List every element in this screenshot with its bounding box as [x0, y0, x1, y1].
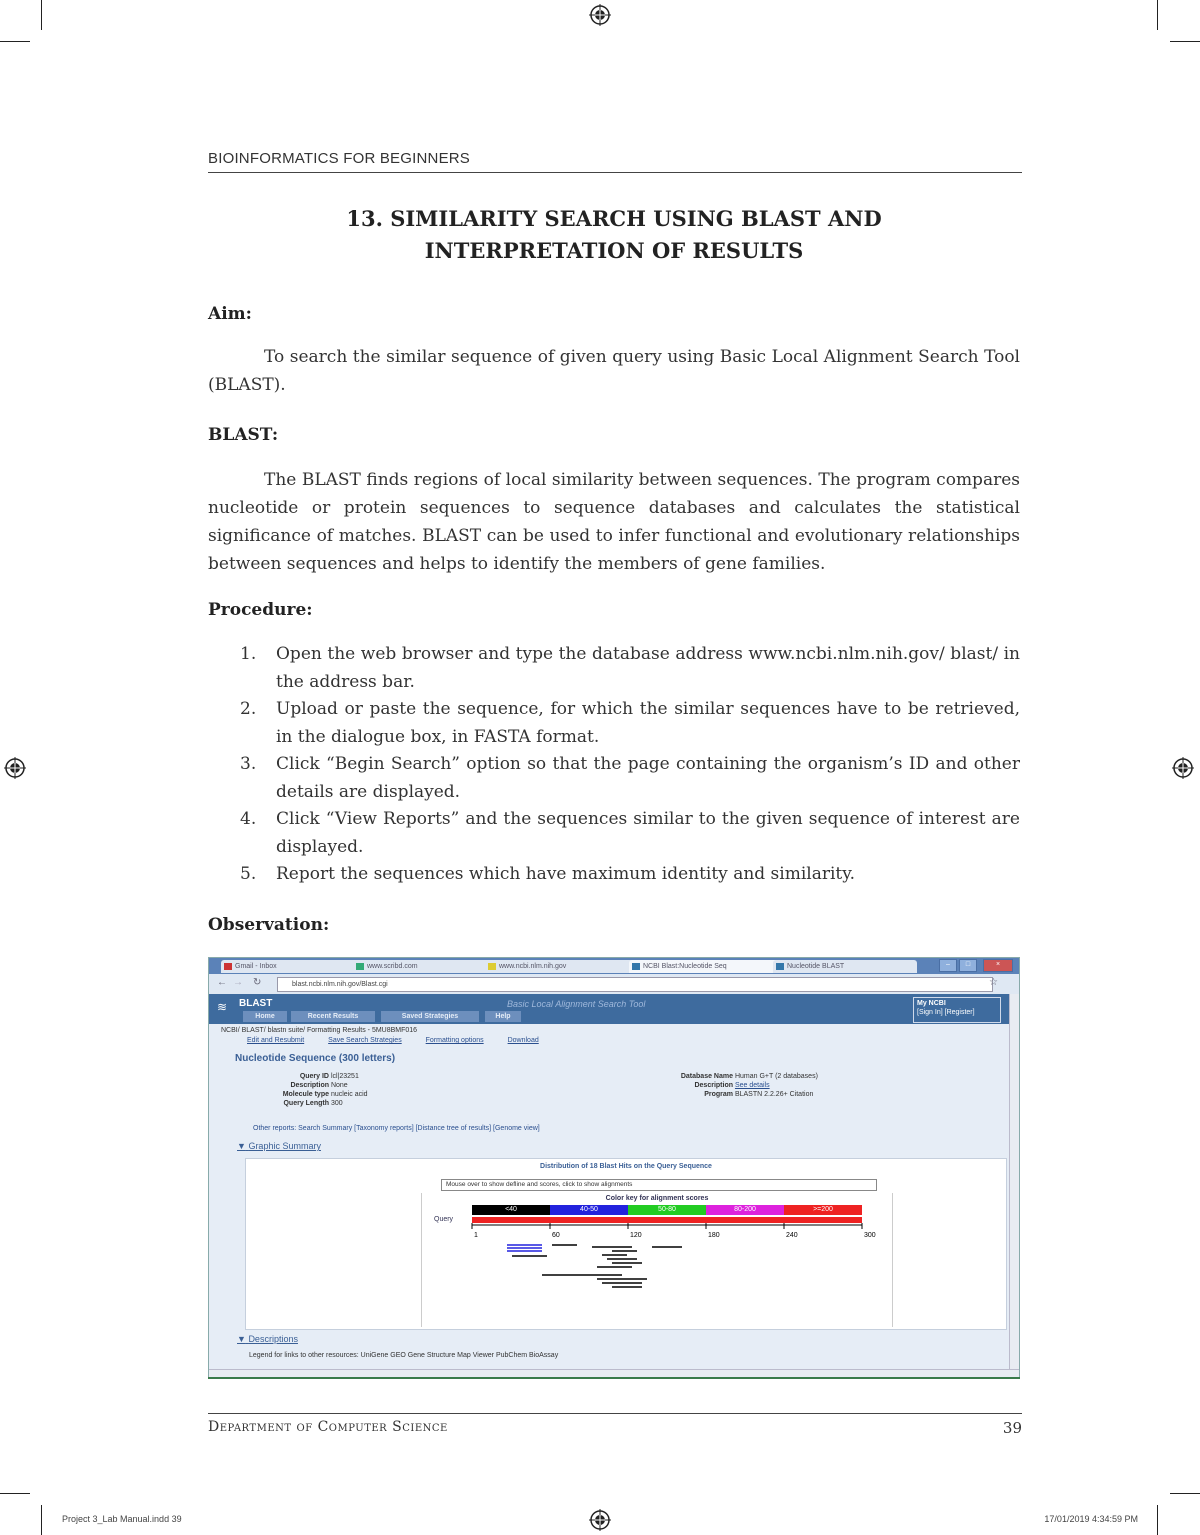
color-key-80-200: 80-200: [706, 1205, 784, 1215]
breadcrumb: NCBI/ BLAST/ blastn suite/ Formatting Results - 5MU8BMF016: [221, 1027, 418, 1034]
color-key-lt40: <40: [472, 1205, 550, 1215]
query-fields: [249, 1072, 368, 1108]
field-value: lcl|23251: [330, 1073, 359, 1080]
my-ncbi-label[interactable]: My NCBI: [917, 1000, 946, 1007]
see-details-link[interactable]: See details: [734, 1082, 770, 1089]
title-line-2: INTERPRETATION OF RESULTS: [424, 238, 804, 263]
footer-department: Department of Computer Science: [208, 1419, 448, 1435]
nav-home[interactable]: Home: [243, 1011, 287, 1022]
step-text: Report the sequences which have maximum identity and similarity.: [276, 864, 855, 884]
graphic-summary-label: Graphic Summary: [248, 1141, 321, 1151]
vertical-scrollbar[interactable]: [1009, 994, 1019, 1370]
axis-tick-label: 300: [864, 1232, 876, 1239]
color-key-40-50: 40-50: [550, 1205, 628, 1215]
download-link[interactable]: Download: [507, 1037, 539, 1044]
color-key-title: Color key for alignment scores: [605, 1195, 709, 1202]
browser-tab-bar: [209, 958, 1019, 974]
running-head: BIOINFORMATICS FOR BEGINNERS: [208, 150, 471, 167]
database-fields: [649, 1072, 818, 1099]
aim-paragraph: [208, 343, 1020, 399]
crop-mark: [0, 1493, 30, 1494]
hits-plot: [462, 1223, 882, 1327]
procedure-step: [240, 861, 1020, 889]
nav-help[interactable]: Help: [485, 1011, 521, 1022]
step-number: 4.: [240, 809, 257, 829]
descriptions-toggle[interactable]: [237, 1334, 298, 1344]
step-number: 1.: [240, 644, 257, 664]
procedure-step: [240, 751, 1020, 806]
crop-mark: [41, 0, 42, 30]
figure-underline: [208, 1377, 1020, 1379]
blast-header: [209, 994, 1019, 1024]
aim-text: To search the similar sequence of given query using Basic Local Alignment Search Tool (BLAST).: [208, 347, 1020, 395]
registration-mark-icon: [589, 1509, 611, 1531]
blast-text: The BLAST finds regions of local similarity between sequences. The program compares nucleotide or protein sequences to sequence databases and calculates the statistical significance of matches. BLAST can be used to infer functional and evolutionary relationships between sequences and helps to identify the members of gene families.: [208, 470, 1020, 574]
step-text: Click “View Reports” and the sequences similar to the given sequence of interest are displayed.: [276, 809, 1020, 857]
browser-tab[interactable]: [221, 960, 363, 973]
field-label: Program: [704, 1091, 733, 1098]
back-icon[interactable]: ←: [217, 977, 227, 988]
slug-date: 17/01/2019 4:34:59 PM: [1044, 1514, 1138, 1524]
save-strategies-link[interactable]: Save Search Strategies: [328, 1037, 402, 1044]
step-text: Click “Begin Search” option so that the page containing the organism’s ID and other details are displayed.: [276, 754, 1020, 802]
axis-tick-label: 60: [552, 1232, 560, 1239]
field-value: Human G+T (2 databases): [734, 1073, 818, 1080]
field-label: Description: [290, 1082, 329, 1089]
axis-tick-label: 1: [474, 1232, 478, 1239]
field-label: Query Length: [283, 1100, 329, 1107]
procedure-step: [240, 641, 1020, 696]
legend-row: Legend for links to other resources: UniGene GEO Gene Structure Map Viewer PubChem BioAssay: [249, 1352, 559, 1359]
distribution-title: Distribution of 18 Blast Hits on the Query Sequence: [540, 1163, 712, 1170]
sign-in-link[interactable]: [Sign In] [Register]: [917, 1009, 975, 1016]
chapter-title: [208, 203, 1020, 267]
color-key-50-80: 50-80: [628, 1205, 706, 1215]
page-icon: [356, 963, 364, 970]
minimize-button[interactable]: –: [939, 959, 957, 972]
page-icon: [488, 963, 496, 970]
field-label: Database Name: [680, 1073, 733, 1080]
tab-label: Nucleotide BLAST: [787, 963, 845, 970]
step-number: 3.: [240, 754, 257, 774]
page-number: 39: [1002, 1419, 1022, 1437]
blast-title: Basic Local Alignment Search Tool: [507, 999, 646, 1009]
color-key-gte200: >=200: [784, 1205, 862, 1215]
blast-heading: BLAST:: [208, 425, 279, 445]
axis-tick-label: 180: [708, 1232, 720, 1239]
url-input[interactable]: blast.ncbi.nlm.nih.gov/Blast.cgi: [277, 977, 993, 992]
hit-lines: [507, 1245, 682, 1287]
axis-tick-label: 240: [786, 1232, 798, 1239]
slug-file: Project 3_Lab Manual.indd 39: [62, 1514, 182, 1524]
field-label: Molecule type: [282, 1091, 329, 1098]
descriptions-label: Descriptions: [248, 1334, 298, 1344]
blast-logo: BLAST: [239, 998, 273, 1009]
step-text: Open the web browser and type the database address www.ncbi.nlm.nih.gov/ blast/ in the address bar.: [276, 644, 1020, 692]
address-bar: [209, 974, 1019, 995]
crop-mark: [41, 1505, 42, 1535]
maximize-button[interactable]: □: [959, 959, 977, 972]
ncbi-logo-icon: ≋: [217, 1000, 228, 1014]
step-number: 5.: [240, 864, 257, 884]
registration-mark-icon: [4, 757, 26, 779]
reload-icon[interactable]: ↻: [253, 977, 262, 988]
star-icon[interactable]: ☆: [989, 977, 998, 988]
registration-mark-icon: [1172, 757, 1194, 779]
crop-mark: [0, 41, 30, 42]
title-line-1: 13. SIMILARITY SEARCH USING BLAST AND: [346, 206, 882, 231]
header-rule: [208, 172, 1022, 173]
field-label: Query ID: [299, 1073, 329, 1080]
gmail-icon: [224, 963, 232, 970]
browser-tab[interactable]: [773, 960, 917, 973]
result-links: [247, 1037, 561, 1044]
procedure-step: [240, 806, 1020, 861]
collapse-triangle-icon: ▼: [237, 1334, 246, 1344]
footer-rule: [208, 1413, 1022, 1414]
field-label: Description: [694, 1082, 733, 1089]
query-label: Query: [434, 1216, 454, 1223]
blast-paragraph: [208, 466, 1020, 578]
crop-mark: [1170, 1493, 1200, 1494]
blast-screenshot: [208, 957, 1020, 1379]
step-text: Upload or paste the sequence, for which the similar sequences have to be retrieved, in the dialogue box, in FASTA format.: [276, 699, 1020, 747]
graphic-summary-panel: [245, 1158, 1007, 1330]
edit-resubmit-link[interactable]: Edit and Resubmit: [247, 1037, 305, 1044]
sequence-title: Nucleotide Sequence (300 letters): [235, 1053, 396, 1064]
hit-panel: [421, 1193, 893, 1327]
field-value: nucleic acid: [330, 1091, 368, 1098]
field-value: None: [330, 1082, 348, 1089]
field-value: 300: [330, 1100, 343, 1107]
registration-mark-icon: [589, 4, 611, 26]
browser-tab[interactable]: [485, 960, 639, 973]
mouse-hint-box: Mouse over to show defline and scores, click to show alignments: [441, 1179, 877, 1191]
crop-mark: [1157, 0, 1158, 30]
nav-saved-strategies[interactable]: Saved Strategies: [381, 1011, 479, 1022]
procedure-step: [240, 696, 1020, 751]
collapse-triangle-icon: ▼: [237, 1141, 246, 1151]
tab-label: Gmail - Inbox: [235, 963, 277, 970]
close-button[interactable]: ×: [983, 959, 1013, 972]
ncbi-icon: [776, 963, 784, 970]
step-number: 2.: [240, 699, 257, 719]
procedure-heading: Procedure:: [208, 600, 313, 620]
tab-label: www.scribd.com: [367, 963, 418, 970]
axis-tick-label: 120: [630, 1232, 642, 1239]
field-value: BLASTN 2.2.26+ Citation: [734, 1091, 814, 1098]
browser-tab-active[interactable]: [629, 960, 783, 973]
forward-icon[interactable]: →: [233, 977, 243, 988]
tab-label: www.ncbi.nlm.nih.gov: [499, 963, 567, 970]
my-ncbi-box: [913, 997, 1001, 1023]
color-key: [472, 1205, 862, 1215]
crop-mark: [1157, 1505, 1158, 1535]
tab-label: NCBI Blast:Nucleotide Seq: [643, 963, 727, 970]
results-content: [209, 1024, 1009, 1370]
crop-mark: [1170, 41, 1200, 42]
nav-recent-results[interactable]: Recent Results: [291, 1011, 375, 1022]
ncbi-icon: [632, 963, 640, 970]
graphic-summary-toggle[interactable]: [237, 1141, 321, 1151]
observation-heading: Observation:: [208, 915, 330, 935]
browser-tab[interactable]: [353, 960, 495, 973]
aim-heading: Aim:: [208, 304, 252, 324]
formatting-options-link[interactable]: Formatting options: [425, 1037, 484, 1044]
procedure-list: [240, 641, 1020, 889]
other-reports[interactable]: Other reports: Search Summary [Taxonomy reports] [Distance tree of results] [Genome view]: [253, 1125, 540, 1132]
